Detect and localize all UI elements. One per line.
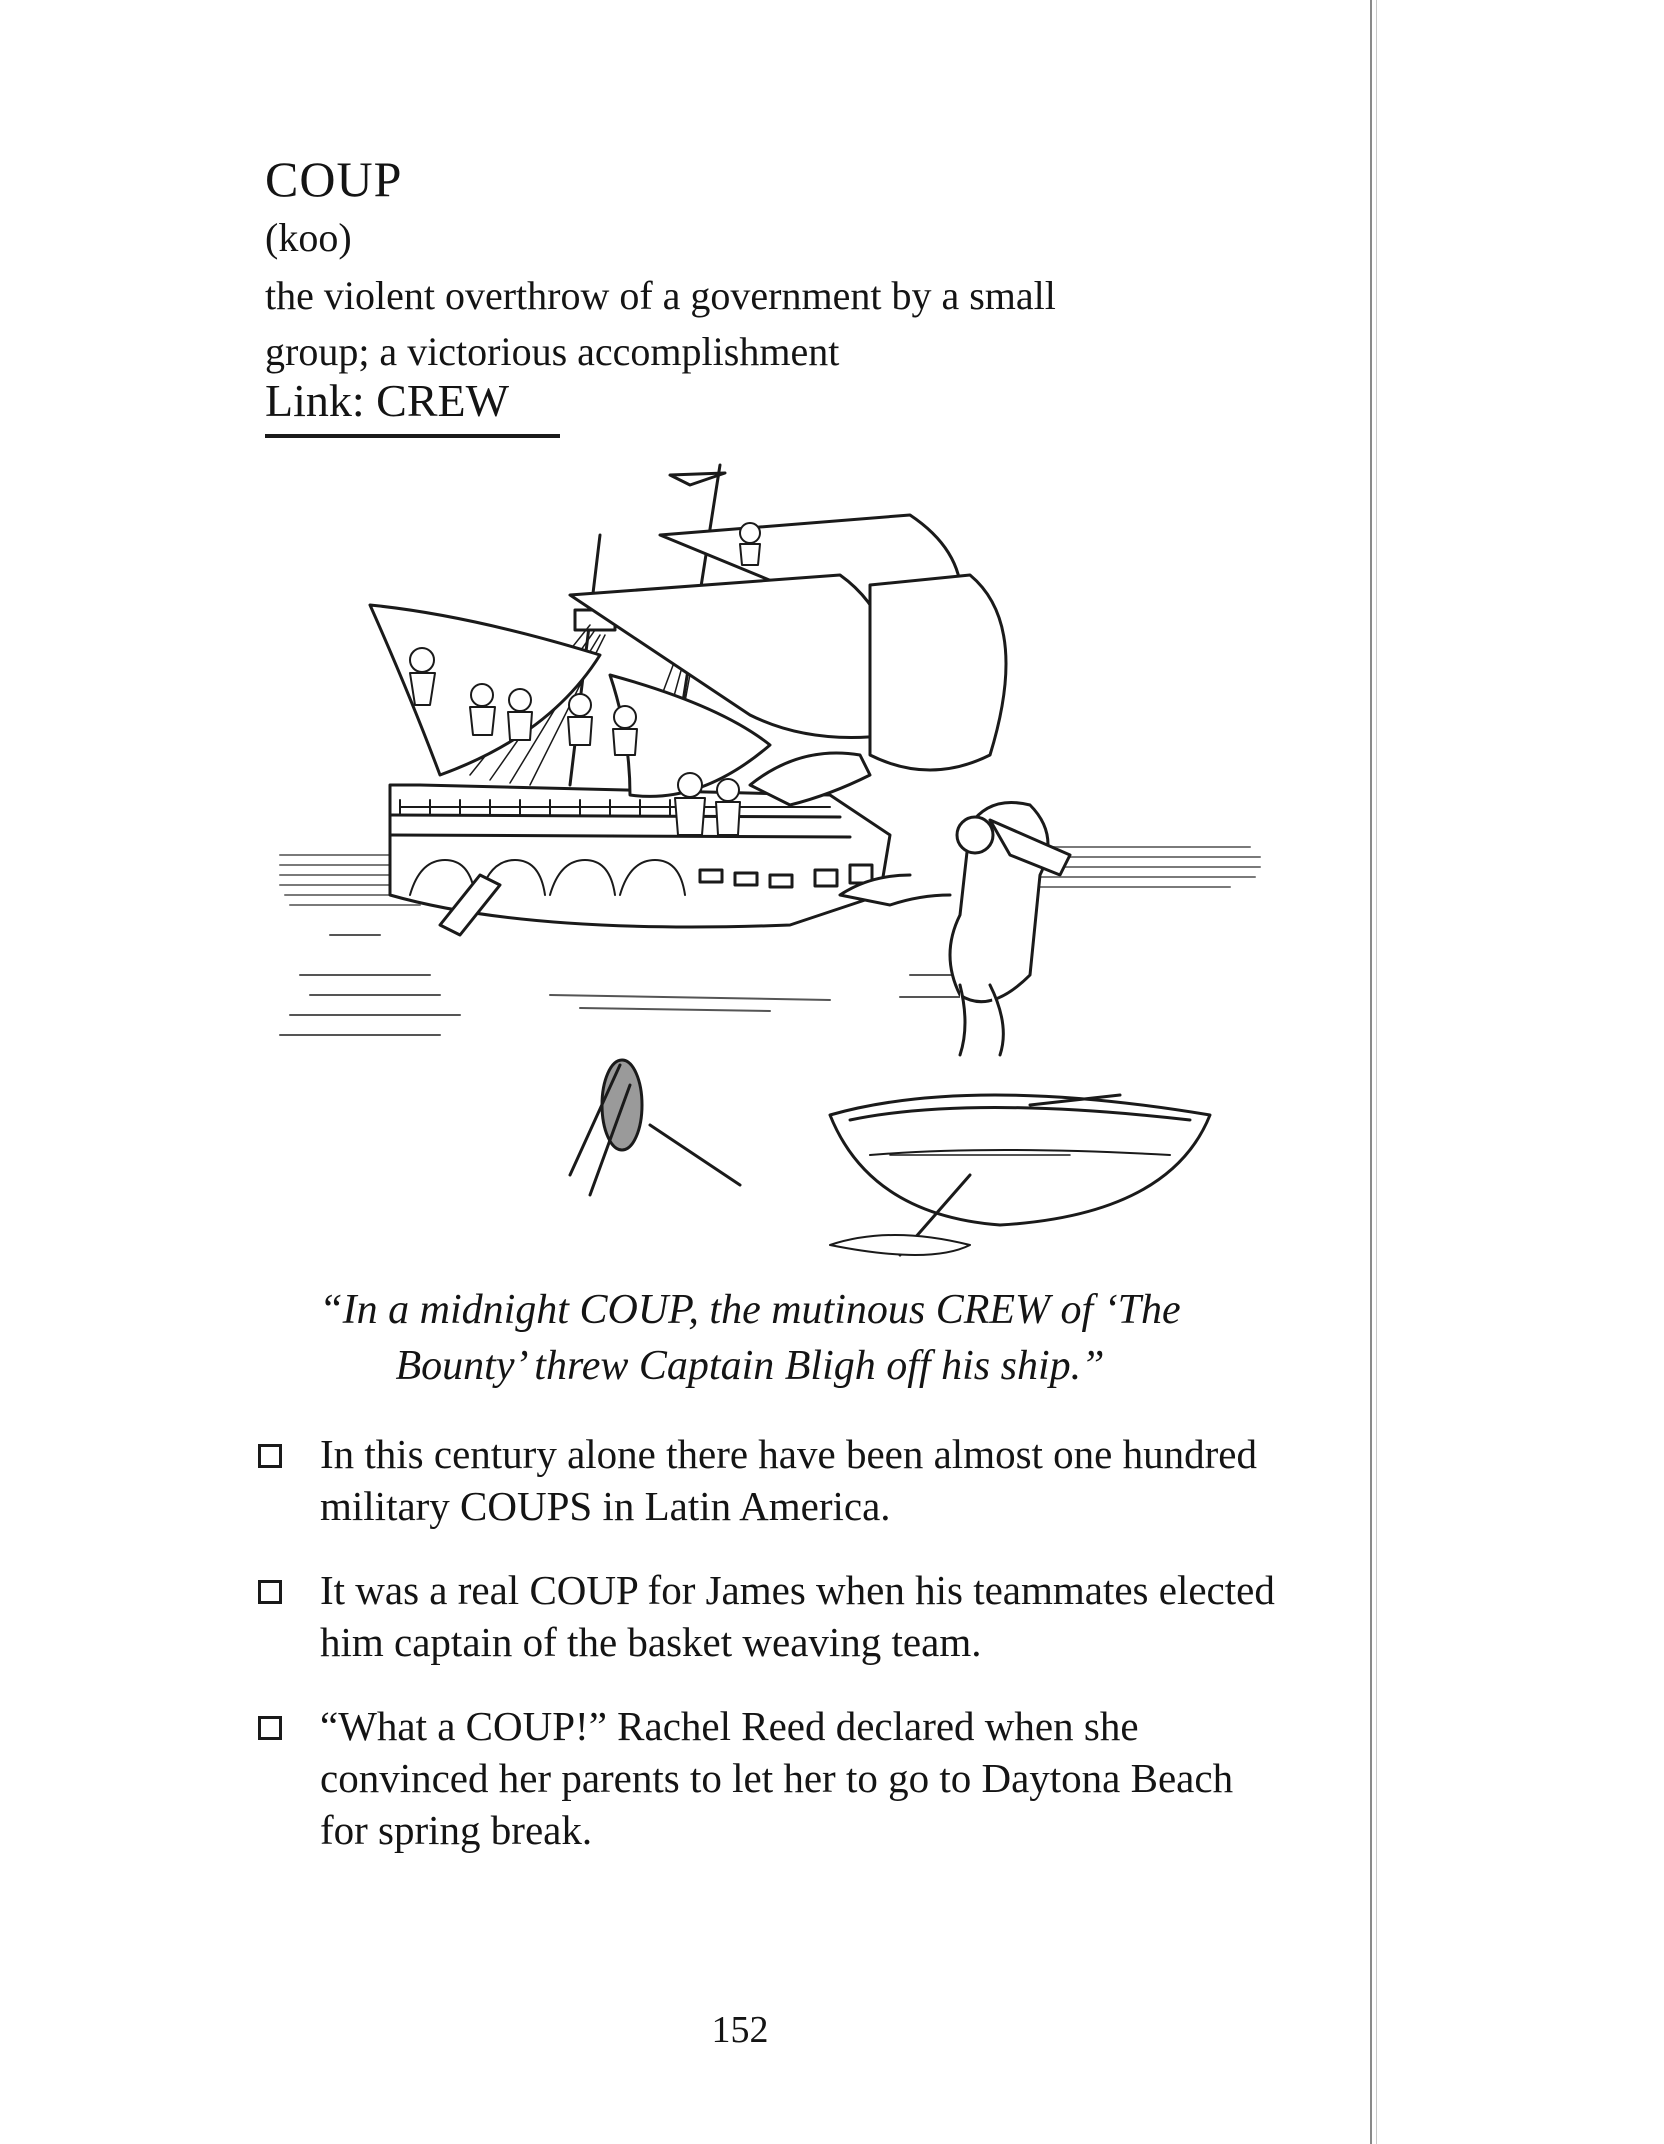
ship-hull (390, 785, 890, 935)
page-edge-line-inner (1376, 0, 1377, 2144)
ship-mutiny-illustration (270, 455, 1275, 1275)
checkbox-icon (258, 1444, 282, 1468)
example-text: It was a real COUP for James when his teammates elected him captain of the basket weaving team. (320, 1567, 1275, 1665)
example-sentences (250, 1428, 1280, 1888)
checkbox-icon (258, 1716, 282, 1740)
example-item (250, 1428, 1280, 1532)
definition: the violent overthrow of a government by a small group; a victorious accomplishment (265, 273, 1056, 374)
checkbox-icon (258, 1580, 282, 1604)
example-item (250, 1700, 1280, 1856)
rowboat (830, 1095, 1210, 1255)
example-item (250, 1564, 1280, 1668)
link-word: CREW (376, 375, 510, 426)
ship-sails (370, 515, 1006, 805)
link-line (265, 374, 509, 427)
link-underline (265, 434, 560, 438)
water-ripples (280, 935, 990, 1035)
oar-blade (570, 1060, 740, 1195)
link-label: Link: (265, 375, 365, 426)
pronunciation: (koo) (265, 215, 352, 260)
headword: COUP (265, 151, 403, 207)
page-edge-line (1370, 0, 1372, 2144)
example-text: “What a COUP!” Rachel Reed declared when she convinced her parents to let her to go to Daytona Beach for spring break. (320, 1703, 1234, 1853)
illustration-caption: “In a midnight COUP, the mutinous CREW of ‘The Bounty’ threw Captain Bligh off his ship.” (319, 1287, 1181, 1389)
example-text: In this century alone there have been almost one hundred military COUPS in Latin America. (320, 1431, 1257, 1529)
page-number: 152 (711, 2009, 769, 2051)
